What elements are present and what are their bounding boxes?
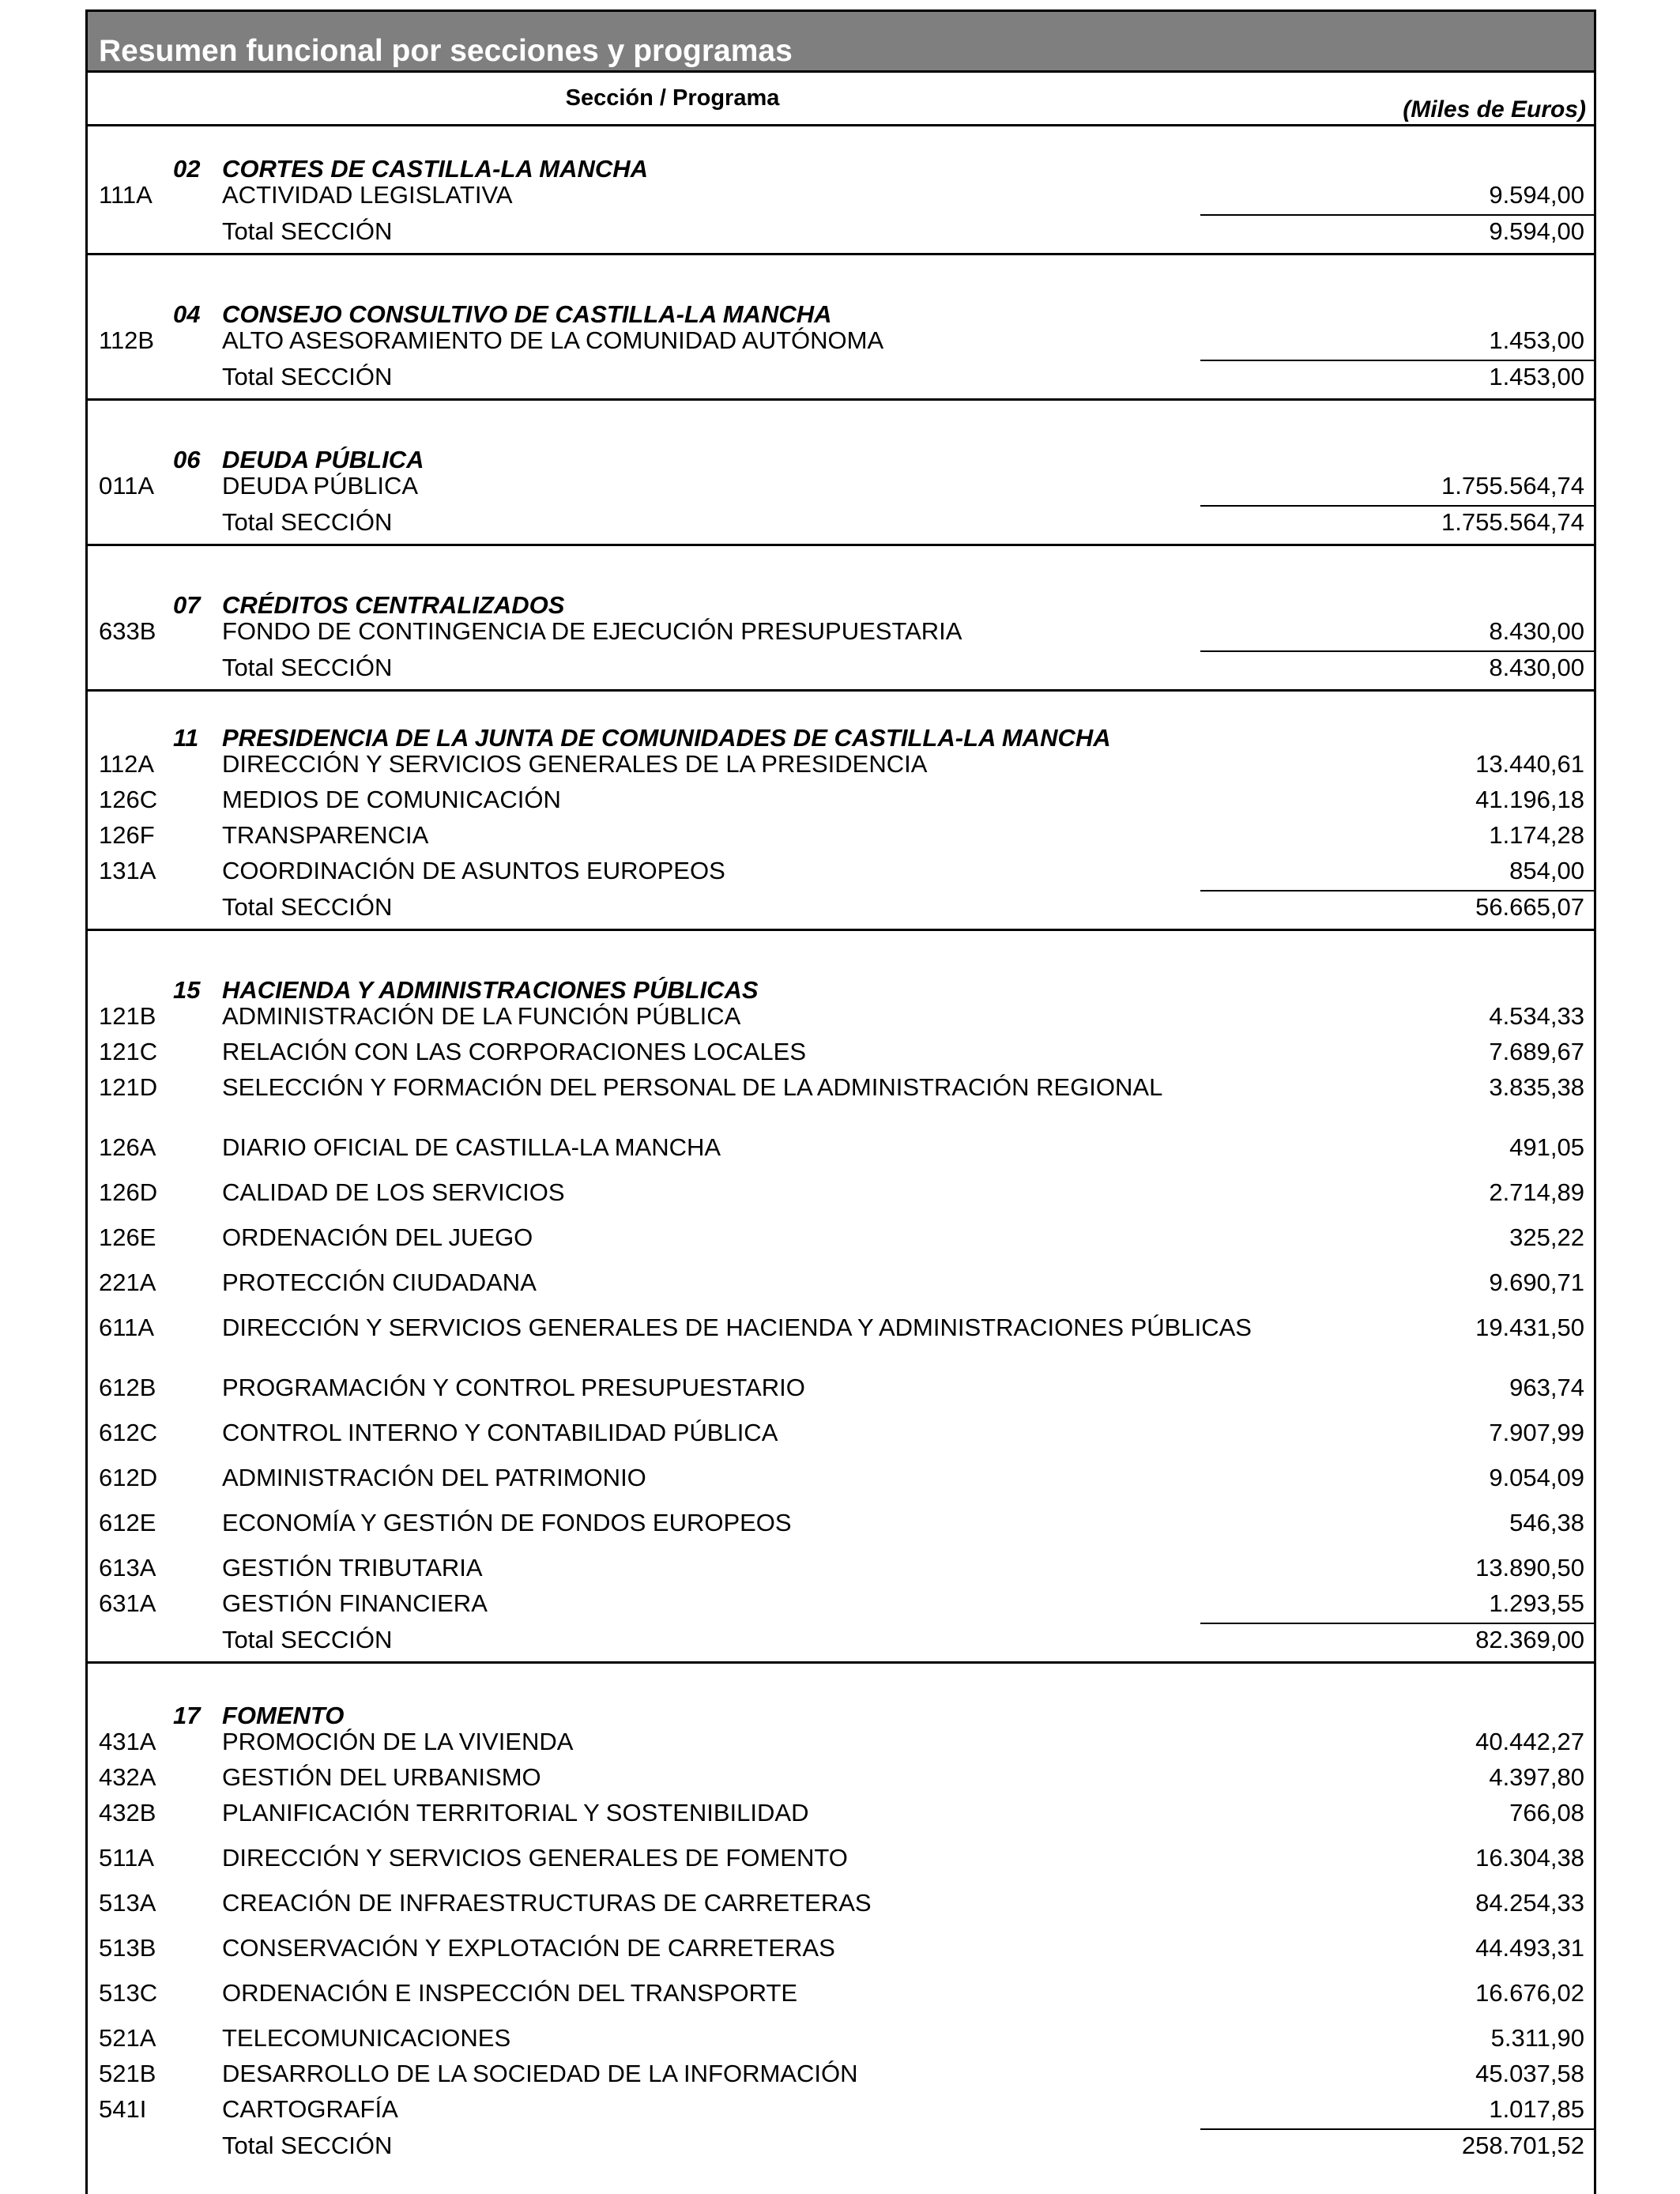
program-amount: 546,38	[1509, 1509, 1584, 1536]
section-name: CONSEJO CONSULTIVO DE CASTILLA-LA MANCHA	[222, 300, 832, 328]
program-code: 521A	[99, 2024, 156, 2052]
program-name: DIRECCIÓN Y SERVICIOS GENERALES DE LA PRESIDENCIA	[222, 750, 928, 778]
program-amount: 19.431,50	[1475, 1314, 1584, 1341]
total-label: Total SECCIÓN	[222, 893, 393, 921]
program-amount: 13.440,61	[1475, 750, 1584, 778]
program-code: 121D	[99, 1073, 158, 1101]
program-amount: 9.690,71	[1489, 1269, 1584, 1296]
column-header	[88, 73, 1594, 126]
program-name: CARTOGRAFÍA	[222, 2095, 398, 2123]
program-name: PROTECCIÓN CIUDADANA	[222, 1269, 537, 1296]
section-divider	[88, 1661, 1594, 1664]
total-rule	[1200, 890, 1594, 892]
program-amount: 4.397,80	[1489, 1763, 1584, 1791]
section-name: PRESIDENCIA DE LA JUNTA DE COMUNIDADES DE CASTILLA-LA MANCHA	[222, 724, 1111, 752]
program-code: 432B	[99, 1799, 156, 1826]
program-amount: 13.890,50	[1475, 1554, 1584, 1581]
program-code: 126D	[99, 1178, 158, 1206]
section-divider	[88, 929, 1594, 931]
program-name: ADMINISTRACIÓN DEL PATRIMONIO	[222, 1464, 646, 1491]
program-amount: 963,74	[1509, 1374, 1584, 1401]
unit-label: (Miles de Euros)	[1403, 96, 1586, 123]
program-amount: 1.017,85	[1489, 2095, 1584, 2123]
program-name: PROMOCIÓN DE LA VIVIENDA	[222, 1728, 574, 1755]
program-code: 611A	[99, 1314, 155, 1341]
program-code: 112B	[99, 326, 155, 354]
program-name: GESTIÓN DEL URBANISMO	[222, 1763, 541, 1791]
program-amount: 9.054,09	[1489, 1464, 1584, 1491]
program-name: PLANIFICACIÓN TERRITORIAL Y SOSTENIBILIDAD	[222, 1799, 809, 1826]
column-header-label: Sección / Programa	[565, 85, 780, 111]
section-number: 07	[173, 591, 201, 619]
total-label: Total SECCIÓN	[222, 654, 393, 681]
program-code: 521B	[99, 2060, 156, 2087]
total-label: Total SECCIÓN	[222, 217, 393, 245]
program-name: DIARIO OFICIAL DE CASTILLA-LA MANCHA	[222, 1133, 721, 1161]
section-total-amount: 1.755.564,74	[1441, 508, 1584, 536]
program-name: GESTIÓN TRIBUTARIA	[222, 1554, 483, 1581]
program-name: FONDO DE CONTINGENCIA DE EJECUCIÓN PRESUPUESTARIA	[222, 617, 962, 645]
program-amount: 5.311,90	[1490, 2024, 1584, 2052]
program-amount: 4.534,33	[1489, 1002, 1584, 1030]
program-name: DEUDA PÚBLICA	[222, 472, 419, 499]
program-code: 633B	[99, 617, 156, 645]
program-name: COORDINACIÓN DE ASUNTOS EUROPEOS	[222, 857, 725, 884]
program-amount: 16.304,38	[1475, 1844, 1584, 1872]
section-name: CRÉDITOS CENTRALIZADOS	[222, 591, 565, 619]
program-name: PROGRAMACIÓN Y CONTROL PRESUPUESTARIO	[222, 1374, 805, 1401]
program-amount: 7.907,99	[1489, 1419, 1584, 1446]
program-code: 631A	[99, 1589, 156, 1617]
program-name: CREACIÓN DE INFRAESTRUCTURAS DE CARRETERAS	[222, 1889, 872, 1917]
total-rule	[1200, 2128, 1594, 2130]
program-amount: 84.254,33	[1475, 1889, 1584, 1917]
program-amount: 491,05	[1509, 1133, 1584, 1161]
program-amount: 16.676,02	[1475, 1979, 1584, 2007]
program-code: 126C	[99, 786, 158, 813]
program-amount: 1.453,00	[1489, 326, 1584, 354]
program-amount: 2.714,89	[1489, 1178, 1584, 1206]
program-code: 541I	[99, 2095, 147, 2123]
program-name: ADMINISTRACIÓN DE LA FUNCIÓN PÚBLICA	[222, 1002, 741, 1030]
section-total-amount: 1.453,00	[1489, 363, 1584, 390]
section-divider	[88, 544, 1594, 546]
total-label: Total SECCIÓN	[222, 2132, 393, 2159]
program-amount: 9.594,00	[1489, 181, 1584, 209]
program-name: DESARROLLO DE LA SOCIEDAD DE LA INFORMACIÓN	[222, 2060, 858, 2087]
total-rule	[1200, 214, 1594, 216]
total-rule	[1200, 360, 1594, 361]
program-name: GESTIÓN FINANCIERA	[222, 1589, 488, 1617]
program-amount: 41.196,18	[1475, 786, 1584, 813]
section-number: 11	[173, 724, 199, 752]
total-rule	[1200, 1623, 1594, 1624]
program-code: 613A	[99, 1554, 156, 1581]
program-code: 511A	[99, 1844, 155, 1872]
program-name: MEDIOS DE COMUNICACIÓN	[222, 786, 561, 813]
program-code: 112A	[99, 750, 155, 778]
program-amount: 45.037,58	[1475, 2060, 1584, 2087]
program-name: SELECCIÓN Y FORMACIÓN DEL PERSONAL DE LA ADMINISTRACIÓN REGIONAL	[222, 1073, 1163, 1101]
section-name: CORTES DE CASTILLA-LA MANCHA	[222, 155, 649, 183]
total-rule	[1200, 505, 1594, 507]
budget-table	[85, 9, 1596, 2194]
program-amount: 1.293,55	[1489, 1589, 1584, 1617]
program-code: 612B	[99, 1374, 156, 1401]
program-code: 432A	[99, 1763, 156, 1791]
program-code: 431A	[99, 1728, 156, 1755]
program-name: CONSERVACIÓN Y EXPLOTACIÓN DE CARRETERAS	[222, 1934, 835, 1962]
section-number: 17	[173, 1702, 201, 1729]
program-name: TRANSPARENCIA	[222, 821, 429, 849]
program-name: CONTROL INTERNO Y CONTABILIDAD PÚBLICA	[222, 1419, 778, 1446]
program-name: RELACIÓN CON LAS CORPORACIONES LOCALES	[222, 1038, 807, 1065]
section-number: 04	[173, 300, 201, 328]
section-total-amount: 258.701,52	[1461, 2132, 1584, 2159]
total-label: Total SECCIÓN	[222, 508, 393, 536]
program-name: ACTIVIDAD LEGISLATIVA	[222, 181, 513, 209]
section-total-amount: 9.594,00	[1489, 217, 1584, 245]
program-code: 126A	[99, 1133, 156, 1161]
section-total-amount: 56.665,07	[1475, 893, 1584, 921]
program-amount: 854,00	[1509, 857, 1584, 884]
program-amount: 7.689,67	[1489, 1038, 1584, 1065]
program-code: 111A	[99, 181, 153, 209]
program-code: 126F	[99, 821, 155, 849]
program-code: 513C	[99, 1979, 158, 2007]
program-code: 513B	[99, 1934, 156, 1962]
section-name: DEUDA PÚBLICA	[222, 446, 424, 473]
program-amount: 40.442,27	[1475, 1728, 1584, 1755]
program-code: 612D	[99, 1464, 158, 1491]
section-number: 15	[173, 976, 201, 1004]
program-code: 612C	[99, 1419, 158, 1446]
total-rule	[1200, 650, 1594, 652]
program-name: ORDENACIÓN E INSPECCIÓN DEL TRANSPORTE	[222, 1979, 798, 2007]
program-amount: 1.174,28	[1489, 821, 1584, 849]
program-name: CALIDAD DE LOS SERVICIOS	[222, 1178, 565, 1206]
program-amount: 1.755.564,74	[1441, 472, 1584, 499]
program-name: DIRECCIÓN Y SERVICIOS GENERALES DE HACIENDA Y ADMINISTRACIONES PÚBLICAS	[222, 1314, 1252, 1341]
program-name: ORDENACIÓN DEL JUEGO	[222, 1223, 533, 1251]
total-label: Total SECCIÓN	[222, 363, 393, 390]
program-code: 131A	[99, 857, 156, 884]
total-label: Total SECCIÓN	[222, 1626, 393, 1653]
section-name: HACIENDA Y ADMINISTRACIONES PÚBLICAS	[222, 976, 759, 1004]
section-total-amount: 82.369,00	[1475, 1626, 1584, 1653]
page-title: Resumen funcional por secciones y programas	[99, 34, 793, 68]
section-divider	[88, 689, 1594, 692]
section-divider	[88, 398, 1594, 401]
program-name: TELECOMUNICACIONES	[222, 2024, 511, 2052]
program-code: 513A	[99, 1889, 156, 1917]
program-code: 221A	[99, 1269, 156, 1296]
program-code: 011A	[99, 472, 155, 499]
program-name: ALTO ASESORAMIENTO DE LA COMUNIDAD AUTÓNOMA	[222, 326, 884, 354]
program-amount: 766,08	[1509, 1799, 1584, 1826]
section-number: 02	[173, 155, 201, 183]
program-name: DIRECCIÓN Y SERVICIOS GENERALES DE FOMENTO	[222, 1844, 848, 1872]
program-code: 121C	[99, 1038, 158, 1065]
program-code: 126E	[99, 1223, 156, 1251]
section-number: 06	[173, 446, 201, 473]
program-code: 121B	[99, 1002, 156, 1030]
title-bar	[88, 9, 1594, 73]
section-divider	[88, 253, 1594, 255]
section-total-amount: 8.430,00	[1489, 654, 1584, 681]
program-amount: 3.835,38	[1489, 1073, 1584, 1101]
program-name: ECONOMÍA Y GESTIÓN DE FONDOS EUROPEOS	[222, 1509, 792, 1536]
section-name: FOMENTO	[222, 1702, 345, 1729]
program-amount: 44.493,31	[1475, 1934, 1584, 1962]
program-code: 612E	[99, 1509, 156, 1536]
program-amount: 8.430,00	[1489, 617, 1584, 645]
program-amount: 325,22	[1509, 1223, 1584, 1251]
